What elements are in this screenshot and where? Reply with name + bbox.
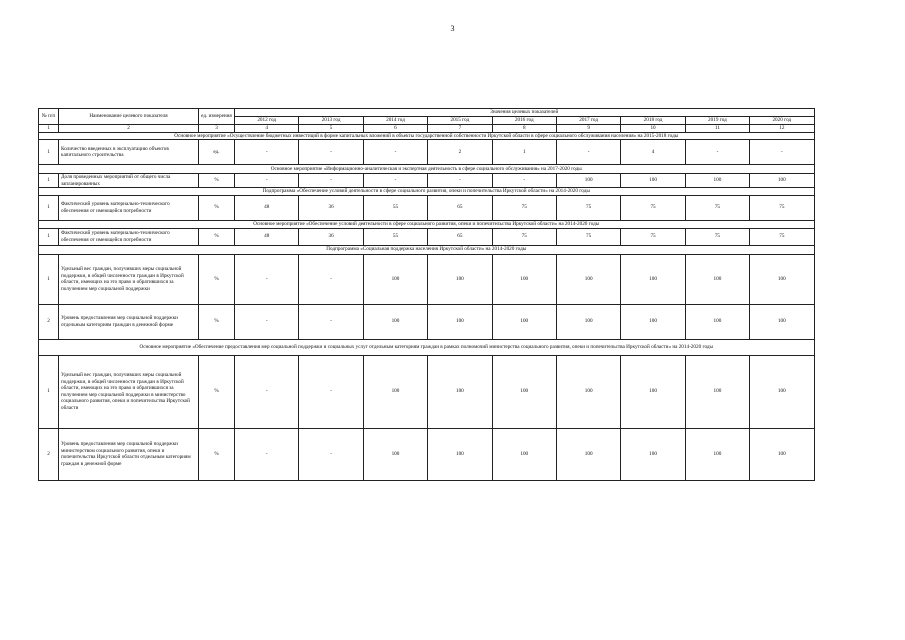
value-cell: 100: [621, 428, 685, 480]
row-number: 1: [39, 355, 59, 428]
value-cell: 75: [750, 228, 814, 245]
section-row: [39, 165, 815, 174]
value-cell: 100: [492, 304, 556, 339]
section-row: [39, 188, 815, 196]
value-cell: 100: [556, 174, 620, 188]
indicator-name: Удельный вес граждан, получивших меры социальной поддержки, в общей численности граждан в Иркутской области, имеющих на это право и обратившихся за получением мер социальной поддержки: [59, 254, 199, 304]
value-cell: 48: [235, 195, 299, 220]
value-cell: 100: [428, 428, 492, 480]
value-cell: 75: [492, 228, 556, 245]
value-cell: 100: [363, 254, 427, 304]
col-name-header: Наименование целевого показателя: [59, 109, 199, 125]
value-cell: -: [363, 140, 427, 165]
value-cell: -: [299, 428, 363, 480]
value-cell: 100: [750, 304, 814, 339]
table-row: [39, 428, 815, 480]
unit-cell: %: [199, 355, 235, 428]
row-number: 1: [39, 195, 59, 220]
column-index: 1: [39, 125, 59, 133]
value-cell: 100: [621, 174, 685, 188]
indicator-name: Количество введенных в эксплуатацию объектов капитального строительства: [59, 140, 199, 165]
value-cell: 100: [685, 254, 749, 304]
value-cell: -: [685, 140, 749, 165]
unit-cell: %: [199, 304, 235, 339]
column-index: 7: [428, 125, 492, 133]
table-row: [39, 174, 815, 188]
value-cell: 2: [428, 140, 492, 165]
value-cell: 100: [428, 304, 492, 339]
value-cell: 55: [363, 228, 427, 245]
row-number: 1: [39, 228, 59, 245]
year-header: 2018 год: [621, 117, 685, 125]
value-cell: -: [235, 304, 299, 339]
col-values-header: Значения целевых показателей: [235, 109, 815, 117]
unit-cell: %: [199, 228, 235, 245]
section-row: [39, 220, 815, 228]
unit-cell: %: [199, 428, 235, 480]
page-number: 3: [450, 24, 455, 33]
value-cell: 65: [428, 228, 492, 245]
unit-cell: %: [199, 174, 235, 188]
value-cell: 100: [685, 304, 749, 339]
value-cell: 100: [621, 254, 685, 304]
year-header: 2020 год: [750, 117, 814, 125]
value-cell: 75: [621, 195, 685, 220]
value-cell: 65: [428, 195, 492, 220]
table-row: [39, 304, 815, 339]
value-cell: -: [299, 304, 363, 339]
column-index: 12: [750, 125, 814, 133]
year-header: 2019 год: [685, 117, 749, 125]
value-cell: 100: [685, 355, 749, 428]
value-cell: -: [235, 140, 299, 165]
value-cell: 100: [621, 355, 685, 428]
unit-cell: %: [199, 254, 235, 304]
indicator-name: Уровень предоставления мер социальной поддержки министерством социального развития, опеки и попечительства Иркутской области отдельным категориям граждан в денежной форме: [59, 428, 199, 480]
unit-cell: ед.: [199, 140, 235, 165]
target-indicators-table: [38, 108, 815, 481]
column-index: 4: [235, 125, 299, 133]
value-cell: -: [235, 174, 299, 188]
section-title: Основное мероприятие «Обеспечение предоставления мер социальной поддержки и социальных услуг отдельным категориям граждан в рамках полномочий министерства социального развития, опеки и попечительства Иркутской области» на 2014-2020 годы: [39, 339, 815, 355]
value-cell: 100: [363, 355, 427, 428]
value-cell: 75: [621, 228, 685, 245]
indicator-name: Удельный вес граждан, получивших меры социальной поддержки, в общей численности граждан в Иркутской области, имеющих на это право и обратившихся за получением мер социальной поддержки в министерство социального развития, опеки и попечительства Иркутской области: [59, 355, 199, 428]
value-cell: 48: [235, 228, 299, 245]
value-cell: -: [750, 140, 814, 165]
value-cell: -: [235, 254, 299, 304]
value-cell: 75: [556, 228, 620, 245]
value-cell: -: [235, 428, 299, 480]
value-cell: 100: [363, 428, 427, 480]
value-cell: 100: [428, 355, 492, 428]
column-index: 2: [59, 125, 199, 133]
col-num-header: № п/п: [39, 109, 59, 125]
table-row: [39, 228, 815, 245]
row-number: 1: [39, 254, 59, 304]
unit-cell: %: [199, 195, 235, 220]
value-cell: -: [299, 355, 363, 428]
row-number: 2: [39, 304, 59, 339]
value-cell: 100: [750, 428, 814, 480]
value-cell: 100: [492, 428, 556, 480]
value-cell: 1: [492, 140, 556, 165]
section-title: Основное мероприятие «Обеспечение условий деятельности в сфере социального развития, опеки и попечительства Иркутской области» на 2014-2020 годы: [39, 220, 815, 228]
value-cell: -: [556, 140, 620, 165]
table-row: [39, 254, 815, 304]
value-cell: -: [492, 174, 556, 188]
value-cell: -: [363, 174, 427, 188]
table-row: [39, 195, 815, 220]
year-header: 2012 год: [235, 117, 299, 125]
value-cell: 100: [685, 428, 749, 480]
column-index: 10: [621, 125, 685, 133]
indicator-name: Уровень предоставления мер социальной поддержки отдельным категориям граждан в денежной форме: [59, 304, 199, 339]
value-cell: 100: [556, 304, 620, 339]
value-cell: 75: [750, 195, 814, 220]
column-index: 9: [556, 125, 620, 133]
value-cell: -: [299, 140, 363, 165]
value-cell: 100: [363, 304, 427, 339]
table-row: [39, 140, 815, 165]
value-cell: 100: [685, 174, 749, 188]
value-cell: 100: [750, 254, 814, 304]
column-index: 11: [685, 125, 749, 133]
value-cell: 100: [556, 355, 620, 428]
section-title: Основное мероприятие «Осуществление бюджетных инвестиций в форме капитальных вложений в объекты государственной собственности Иркутской области в сфере социального обслуживания населения» на 2015-2018 годы: [39, 132, 815, 140]
value-cell: 100: [492, 355, 556, 428]
year-header: 2017 год: [556, 117, 620, 125]
row-number: 1: [39, 174, 59, 188]
value-cell: 55: [363, 195, 427, 220]
value-cell: 75: [492, 195, 556, 220]
value-cell: 36: [299, 228, 363, 245]
table-row: [39, 355, 815, 428]
value-cell: 100: [428, 254, 492, 304]
year-header: 2015 год: [428, 117, 492, 125]
value-cell: -: [235, 355, 299, 428]
column-index: 8: [492, 125, 556, 133]
year-header: 2014 год: [363, 117, 427, 125]
value-cell: 100: [750, 174, 814, 188]
indicator-name: Фактический уровень материально-технического обеспечения от имеющейся потребности: [59, 228, 199, 245]
indicator-name: Фактический уровень материально-технического обеспечения от имеющейся потребности: [59, 195, 199, 220]
column-index: 5: [299, 125, 363, 133]
indicator-name: Доля проведенных мероприятий от общего числа запланированных: [59, 174, 199, 188]
year-header: 2016 год: [492, 117, 556, 125]
value-cell: 100: [750, 355, 814, 428]
column-index: 3: [199, 125, 235, 133]
value-cell: 100: [556, 428, 620, 480]
value-cell: -: [299, 174, 363, 188]
section-title: Подпрограмма «Социальная поддержка населения Иркутской области» на 2014-2020 годы: [39, 245, 815, 254]
row-number: 2: [39, 428, 59, 480]
section-row: [39, 245, 815, 254]
value-cell: 4: [621, 140, 685, 165]
col-unit-header: ед. измерения: [199, 109, 235, 125]
value-cell: 75: [685, 228, 749, 245]
section-row: [39, 339, 815, 355]
column-index: 6: [363, 125, 427, 133]
value-cell: 100: [621, 304, 685, 339]
section-title: Основное мероприятие «Информационно-аналитическая и экспертная деятельность в сфере социального обслуживания» на 2017-2020 годы: [39, 165, 815, 174]
value-cell: 75: [556, 195, 620, 220]
value-cell: -: [299, 254, 363, 304]
value-cell: 100: [492, 254, 556, 304]
value-cell: 100: [556, 254, 620, 304]
section-row: [39, 132, 815, 140]
value-cell: 36: [299, 195, 363, 220]
section-title: Подпрограмма «Обеспечение условий деятельности в сфере социального развития, опеки и попечительства Иркутской области» на 2014-2020 годы: [39, 188, 815, 196]
value-cell: -: [428, 174, 492, 188]
year-header: 2013 год: [299, 117, 363, 125]
value-cell: 75: [685, 195, 749, 220]
row-number: 1: [39, 140, 59, 165]
